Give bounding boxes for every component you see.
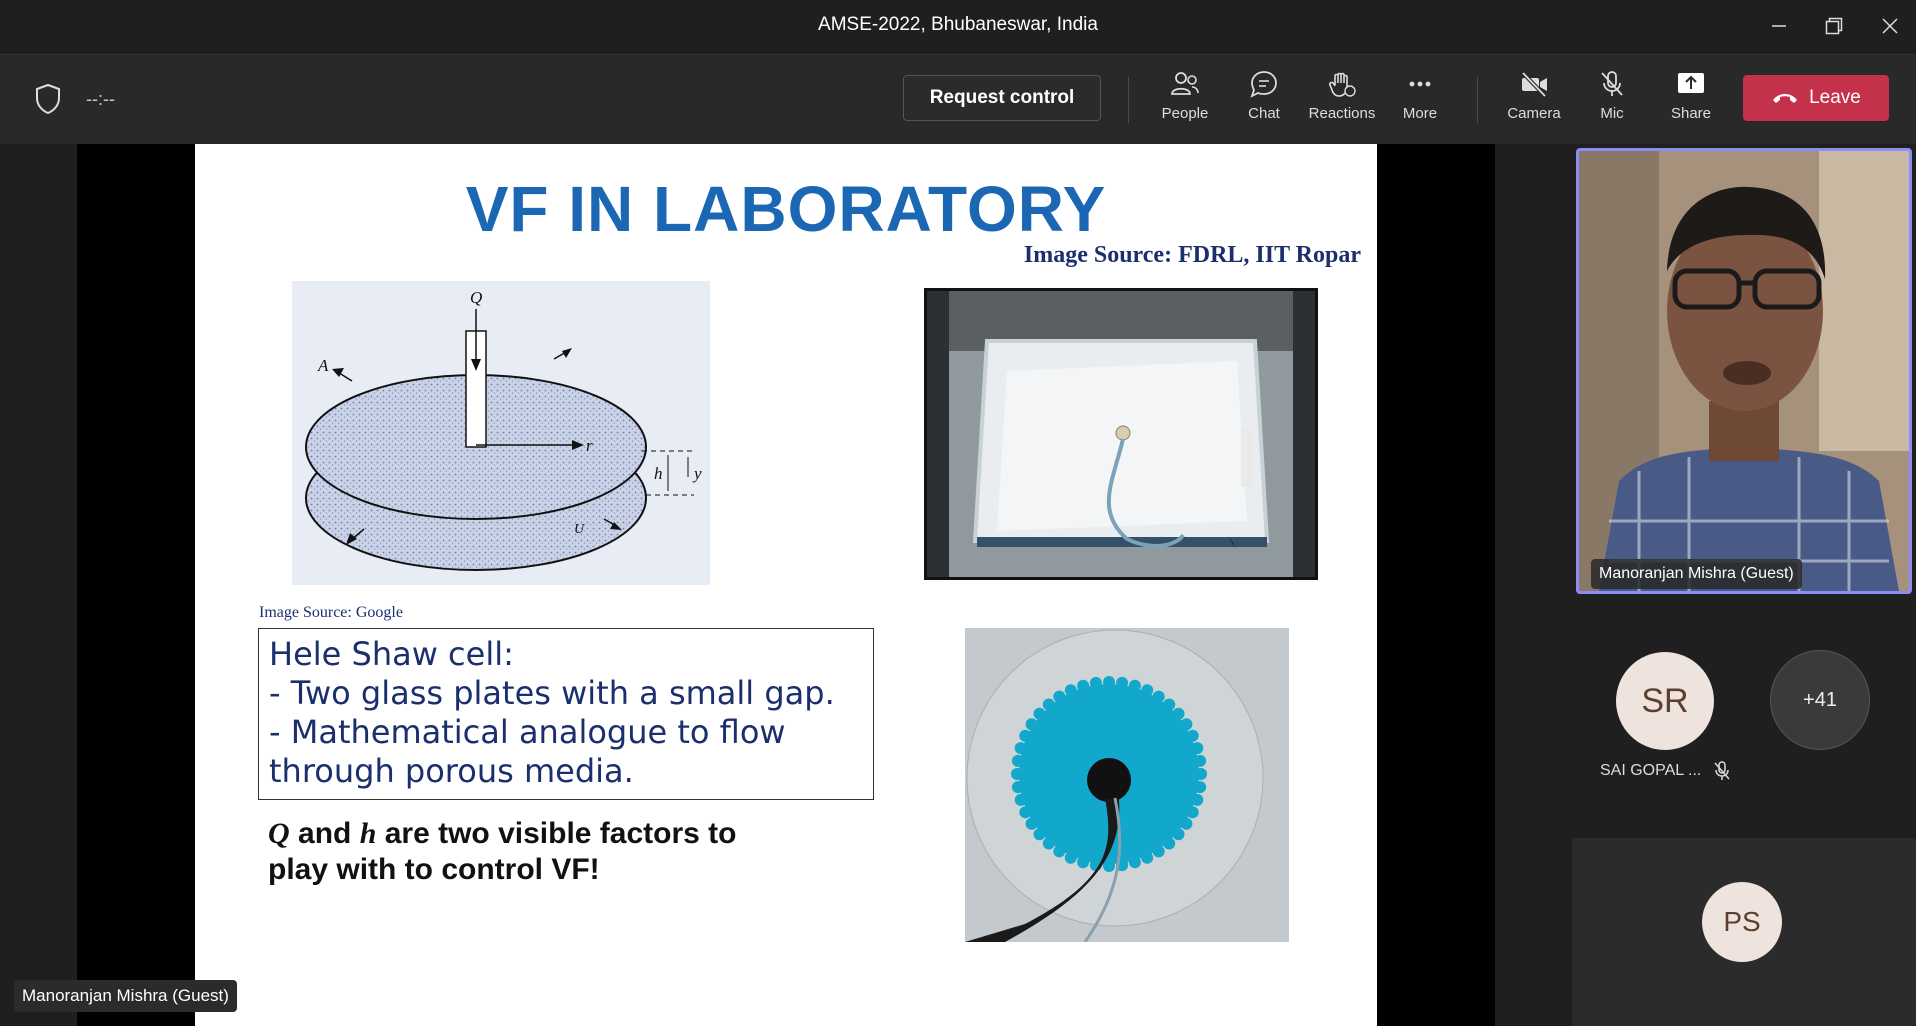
camera-button[interactable]: [1495, 69, 1573, 135]
people-label: People: [1161, 105, 1209, 122]
camera-label: Camera: [1507, 105, 1561, 122]
footnote-rest-2: play with to control VF!: [268, 853, 600, 886]
meeting-timer: --:--: [86, 89, 115, 109]
textbox-line: through porous media.: [269, 752, 634, 790]
hang-up-icon: [1771, 91, 1799, 105]
footnote-q: Q: [268, 817, 290, 850]
people-button[interactable]: [1146, 69, 1224, 135]
diagram-label-q: Q: [470, 288, 483, 307]
textbox-line: - Mathematical analogue to flow: [269, 713, 786, 751]
textbox-line: - Two glass plates with a small gap.: [269, 674, 835, 712]
diagram-label-a: A: [318, 356, 329, 375]
diagram-label-u: U: [574, 522, 585, 537]
chat-button[interactable]: [1225, 69, 1303, 135]
footnote-h: h: [359, 817, 377, 850]
image-source-google: Image Source: Google: [259, 604, 403, 621]
share-icon: [1676, 69, 1706, 99]
more-label: More: [1402, 105, 1438, 122]
chat-label: Chat: [1248, 105, 1280, 122]
viscous-fingering-photo: [965, 628, 1289, 942]
leave-button[interactable]: [1743, 75, 1889, 121]
participant-video[interactable]: [1576, 148, 1912, 594]
reactions-label: Reactions: [1308, 105, 1376, 122]
close-icon[interactable]: [1870, 8, 1910, 44]
video-name-tag: Manoranjan Mishra (Guest): [1591, 559, 1802, 589]
restore-icon[interactable]: [1814, 8, 1854, 44]
minimize-icon[interactable]: [1759, 8, 1799, 44]
diagram-label-h: h: [654, 464, 663, 483]
textbox-line: Hele Shaw cell:: [269, 635, 514, 673]
diagram-label-r: r: [586, 436, 593, 455]
slide-title: VF IN LABORATORY: [465, 173, 1107, 245]
share-label: Share: [1670, 105, 1712, 122]
avatar-ps: PS: [1702, 882, 1782, 962]
diagram-label-y: y: [694, 464, 702, 483]
participant-video-feed: [1579, 151, 1909, 591]
people-icon: [1170, 69, 1200, 99]
presenter-name-tag: Manoranjan Mishra (Guest): [14, 980, 237, 1012]
raise-hand-icon: [1327, 69, 1357, 99]
window-title: AMSE-2022, Bhubaneswar, India: [818, 14, 1098, 35]
muted-mic-icon: [1712, 760, 1732, 782]
camera-off-icon: [1519, 69, 1549, 99]
meeting-toolbar: [0, 54, 1916, 144]
title-bar: [0, 0, 1916, 54]
lab-apparatus-photo: [924, 288, 1318, 580]
request-control-button[interactable]: Request control: [903, 75, 1101, 121]
mic-button[interactable]: [1573, 69, 1651, 135]
chat-icon: [1249, 69, 1279, 99]
reactions-button[interactable]: [1303, 69, 1381, 135]
mic-off-icon: [1597, 69, 1627, 99]
more-icon: [1405, 69, 1435, 99]
more-button[interactable]: [1381, 69, 1459, 135]
avatar-sr[interactable]: SR: [1616, 652, 1714, 750]
leave-label: Leave: [1809, 87, 1861, 108]
shield-icon[interactable]: [34, 83, 62, 115]
toolbar-divider: [1477, 77, 1478, 123]
more-participants-button[interactable]: +41: [1770, 650, 1870, 750]
share-button[interactable]: [1652, 69, 1730, 135]
participant-name-sr: SAI GOPAL ...: [1600, 762, 1702, 779]
footnote-rest-1: are two visible factors to: [376, 817, 737, 850]
hele-shaw-textbox: [258, 628, 874, 800]
slide-footnote: [268, 816, 868, 888]
mic-label: Mic: [1600, 105, 1624, 122]
participants-panel: [1572, 144, 1916, 1026]
shared-content-stage: [0, 144, 1572, 1026]
presentation-slide: [195, 144, 1377, 1026]
hele-shaw-diagram: [292, 281, 710, 585]
participant-tile-ps[interactable]: [1572, 838, 1916, 1026]
image-source-caption: Image Source: FDRL, IIT Ropar: [1023, 242, 1361, 268]
footnote-and: and: [289, 817, 360, 850]
toolbar-divider: [1128, 77, 1129, 123]
